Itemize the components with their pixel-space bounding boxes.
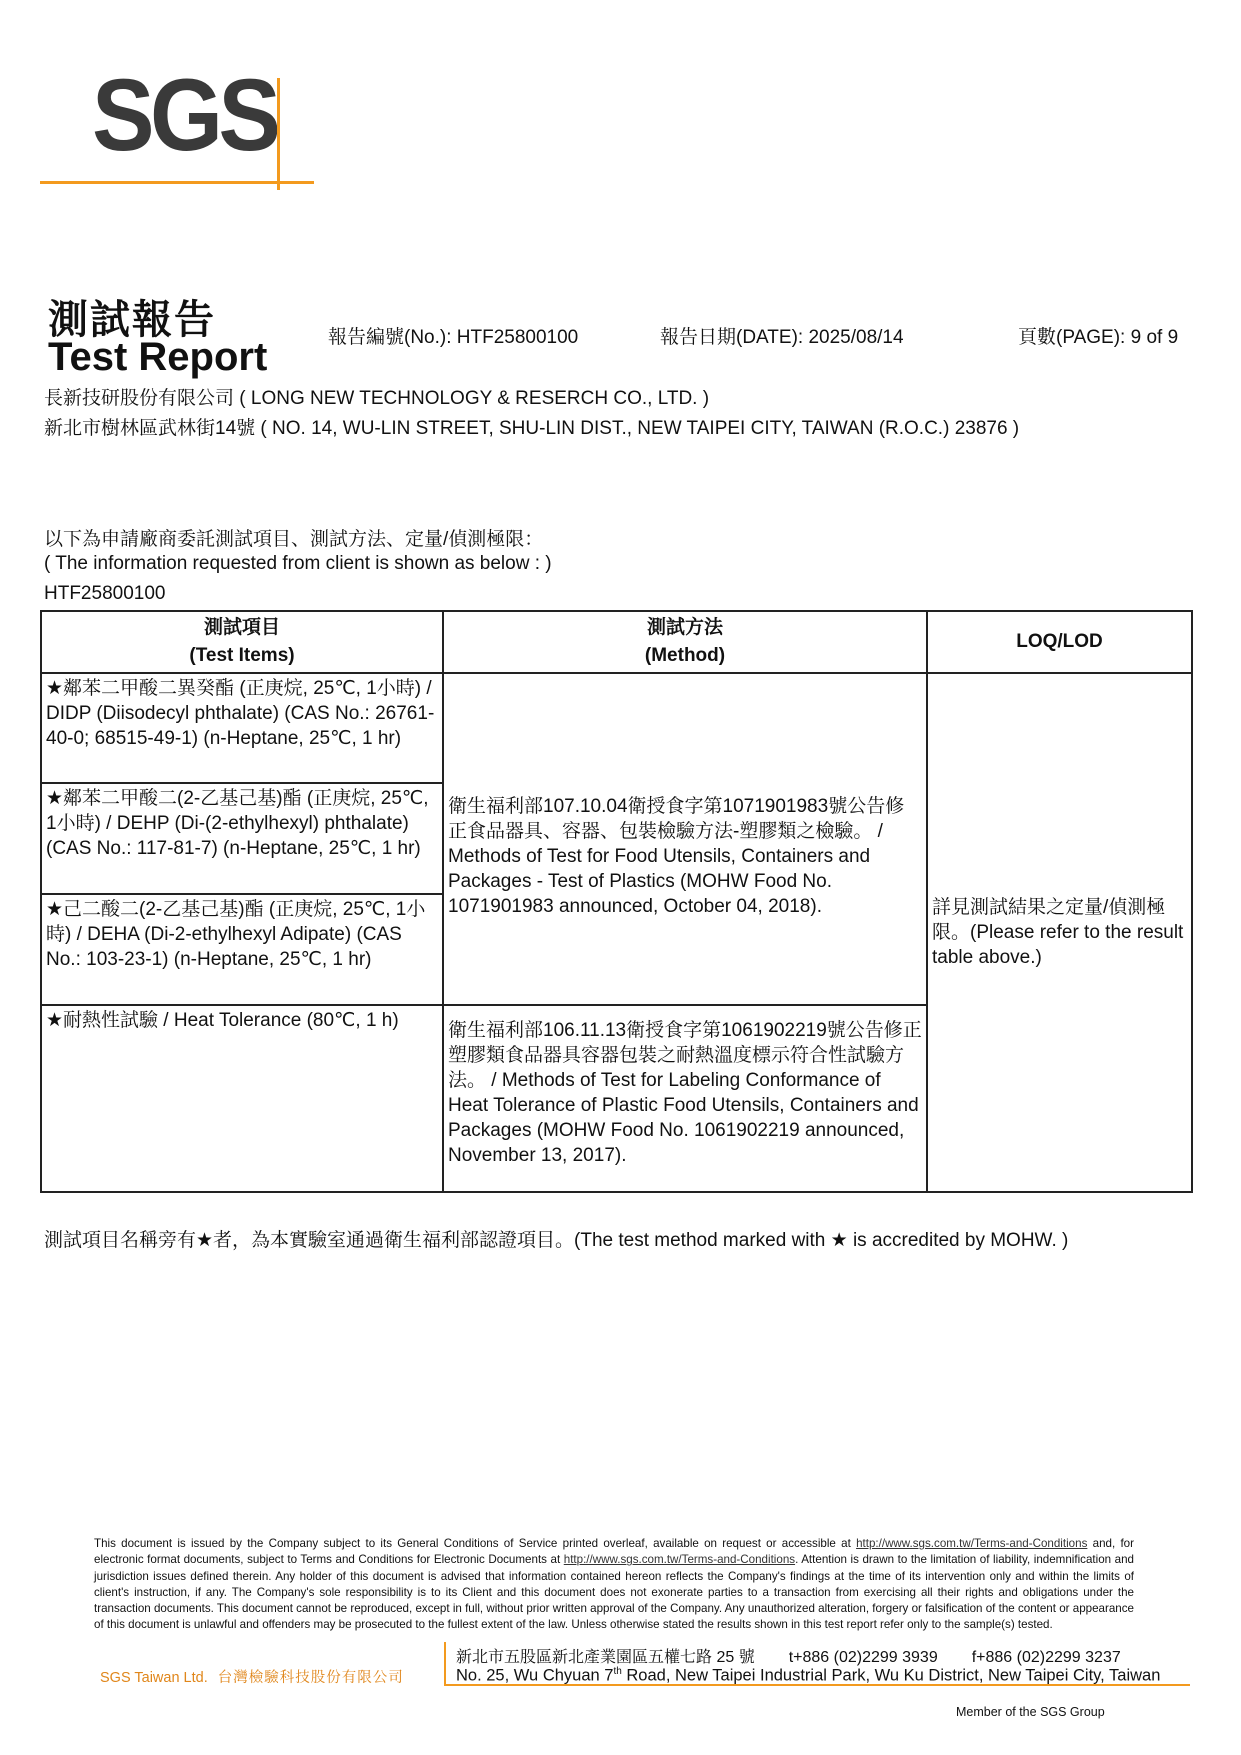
client-address: 新北市樹林區武林街14號 ( NO. 14, WU-LIN STREET, SHU-LIN DIST., NEW TAIPEI CITY, TAIWAN (R.O.C.) 23876 )	[44, 418, 1020, 439]
footer-phone: t+886 (02)2299 3939	[788, 1649, 938, 1666]
member-of-sgs-group: Member of the SGS Group	[956, 1705, 1105, 1719]
page-number: 頁數(PAGE): 9 of 9	[1018, 327, 1179, 348]
footer-address-en	[456, 1666, 1160, 1686]
test-item-heat-tolerance: ★耐熱性試驗 / Heat Tolerance (80℃, 1 h)	[41, 1005, 443, 1192]
client-company: 長新技研股份有限公司 ( LONG NEW TECHNOLOGY & RESERCH CO., LTD. )	[44, 388, 710, 409]
test-item-didp: ★鄰苯二甲酸二異癸酯 (正庚烷, 25℃, 1小時) / DIDP (Diisodecyl phthalate) (CAS No.: 26761-40-0; 68515-49-1) (n-Heptane, 25℃, 1 hr)	[41, 673, 443, 783]
intro-en: ( The information requested from client is shown as below : )	[44, 553, 552, 574]
header-method-en: (Method)	[644, 645, 726, 666]
sgs-logo	[40, 58, 320, 190]
footer-divider-vertical	[444, 1642, 446, 1686]
intro-zh: 以下為申請廠商委託測試項目、測試方法、定量/偵測極限：	[44, 529, 544, 550]
report-number: 報告編號(No.): HTF25800100	[328, 327, 579, 348]
header-test-items-zh: 測試項目	[203, 617, 280, 638]
report-title-zh: 測試報告	[48, 297, 216, 343]
header-test-items-en: (Test Items)	[189, 645, 295, 666]
table-header-row	[41, 611, 1192, 673]
disclaimer-part-3: . Attention is drawn to the limitation of liability, indemnification and jurisdiction issues defined therein. Any holder of this document is advised that information contained hereon reflects the Company's findings at the time of its intervention only and within the limits of client's instruction, if any. The Company's sole responsibility is to its Client and this document does not exonerate parties to a transaction from exercising all their rights and obligations under the transaction documents. This document cannot be reproduced, except in full, without prior written approval of the Company. Any unauthorized alteration, forgery or falsification of the content or appearance of this document is unlawful and offenders may be prosecuted to the fullest extent of the law. Unless otherwise stated the results shown in this test report refer only to the sample(s) tested.	[94, 1553, 1134, 1632]
accreditation-note: 測試項目名稱旁有★者，為本實驗室通過衛生福利部認證項目。(The test method marked with ★ is accredited by MOHW. )	[44, 1230, 1069, 1251]
test-item-deha: ★己二酸二(2-乙基己基)酯 (正庚烷, 25℃, 1小時) / DEHA (Di-2-ethylhexyl Adipate) (CAS No.: 103-23-1) (n-Heptane, 25℃, 1 hr)	[41, 894, 443, 1005]
header-test-items	[41, 611, 443, 673]
table-row	[41, 673, 1192, 783]
footer-company-en: SGS Taiwan Ltd.	[100, 1670, 208, 1686]
footer-company	[100, 1666, 404, 1687]
report-title-en: Test Report	[48, 335, 268, 379]
footer-address-en-sup: th	[613, 1666, 622, 1677]
header-method	[443, 611, 927, 673]
test-item-dehp: ★鄰苯二甲酸二(2-乙基己基)酯 (正庚烷, 25℃, 1小時) / DEHP (Di-(2-ethylhexyl) phthalate) (CAS No.: 117-81-7) (n-Heptane, 25℃, 1 hr)	[41, 783, 443, 894]
footer-address-zh-line	[456, 1644, 1121, 1667]
header-loq: LOQ/LOD	[927, 611, 1192, 673]
disclaimer-part-2: and, for electronic format documents, subject to Terms and Conditions for Electronic Documents at	[94, 1537, 1134, 1567]
terms-link-1[interactable]: http://www.sgs.com.tw/Terms-and-Conditions	[856, 1537, 1088, 1550]
terms-link-2[interactable]: http://www.sgs.com.tw/Terms-and-Conditions	[563, 1553, 796, 1567]
method-plastics: 衛生福利部107.10.04衛授食字第1071901983號公告修正食品器具、容器、包裝檢驗方法-塑膠類之檢驗。 / Methods of Test for Food Utensils, Containers and Packages - Test of Plastics (MOHW Food No. 1071901983 announced, October 04, 2018).	[443, 673, 927, 1005]
footer-fax: f+886 (02)2299 3237	[971, 1649, 1121, 1666]
method-heat-tolerance: 衛生福利部106.11.13衛授食字第1061902219號公告修正塑膠類食品器具容器包裝之耐熱溫度標示符合性試驗方法。 / Methods of Test for Labeling Conformance of Heat Tolerance of Plastic Food Utensils, Containers and Packages (MOHW Food No. 1061902219 announced, November 13, 2017).	[443, 1005, 927, 1192]
footer-company-zh: 台灣檢驗科技股份有限公司	[217, 1670, 404, 1686]
legal-disclaimer	[94, 1536, 1134, 1634]
disclaimer-part-1: This document is issued by the Company subject to its General Conditions of Service printed overleaf, available on request or accessible at	[94, 1537, 857, 1550]
reference-number: HTF25800100	[44, 583, 166, 604]
logo-text: SGS	[92, 58, 277, 172]
header-method-zh: 測試方法	[646, 617, 723, 638]
footer-address-zh: 新北市五股區新北產業園區五權七路 25 號	[456, 1649, 755, 1666]
footer-address-en-part-2: Road, New Taipei Industrial Park, Wu Ku District, New Taipei City, Taiwan	[621, 1666, 1161, 1685]
loq-lod-value: 詳見測試結果之定量/偵測極限。(Please refer to the result table above.)	[927, 673, 1192, 1192]
logo-horizontal-rule	[40, 181, 314, 184]
report-date: 報告日期(DATE): 2025/08/14	[660, 327, 904, 348]
footer-address-en-part-1: No. 25, Wu Chyuan 7	[456, 1666, 614, 1685]
logo-vertical-rule	[277, 78, 280, 190]
test-items-table	[40, 610, 1193, 1193]
